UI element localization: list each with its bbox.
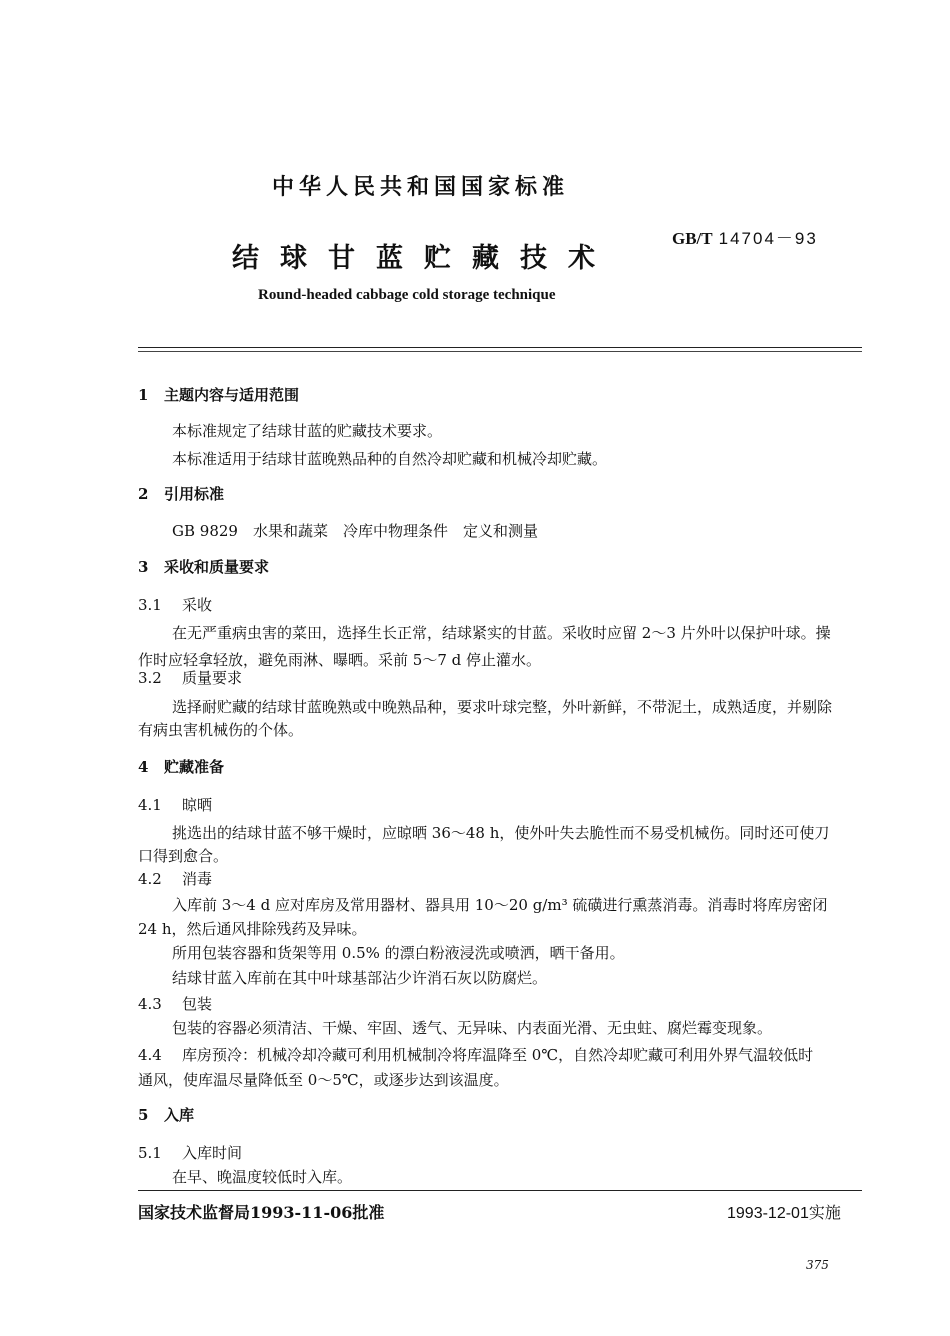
header-divider-thin <box>138 351 862 352</box>
section-title: 采收和质量要求 <box>164 558 270 576</box>
section-number: 3 <box>138 558 149 576</box>
national-standard-heading: 中华人民共和国国家标准 <box>272 174 570 200</box>
subsection-4-2-heading <box>138 868 212 889</box>
header-divider <box>138 347 862 348</box>
footer-divider <box>138 1190 862 1191</box>
subsection-title: 晾晒 <box>182 796 213 814</box>
paragraph: 通风，使库温尽量降低至 0～5℃，或逐步达到该温度。 <box>138 1071 509 1089</box>
subsection-4-4 <box>138 1044 813 1065</box>
paragraph: 作时应轻拿轻放，避免雨淋、曝晒。采前 5～7 d 停止灌水。 <box>138 651 541 669</box>
subsection-4-1-heading <box>138 794 212 815</box>
section-1-heading <box>138 384 299 405</box>
paragraph: 挑选出的结球甘蓝不够干燥时，应晾晒 36～48 h，使外叶失去脆性而不易受机械伤。同时还可使刀 <box>172 824 830 842</box>
section-title: 入库 <box>164 1106 195 1124</box>
subsection-3-1-heading <box>138 594 212 615</box>
subsection-4-3-heading <box>138 993 212 1014</box>
paragraph: 24 h，然后通风排除残药及异味。 <box>138 920 367 938</box>
referenced-standard: GB 9829 水果和蔬菜 冷库中物理条件 定义和测量 <box>172 522 538 540</box>
document-title: 结球甘蓝贮藏技术 <box>232 243 616 274</box>
subsection-number: 5.1 <box>138 1144 162 1162</box>
page-number: 375 <box>806 1258 829 1272</box>
standard-code <box>672 224 818 249</box>
section-title: 贮藏准备 <box>164 758 225 776</box>
document-title-english: Round-headed cabbage cold storage technique <box>258 287 556 303</box>
section-number: 4 <box>138 758 149 776</box>
subsection-number: 4.3 <box>138 995 162 1013</box>
paragraph: 在无严重病虫害的菜田，选择生长正常，结球紧实的甘蓝。采收时应留 2～3 片外叶以保护叶球。操 <box>172 624 831 642</box>
paragraph: 本标准适用于结球甘蓝晚熟品种的自然冷却贮藏和机械冷却贮藏。 <box>172 450 608 468</box>
paragraph: 本标准规定了结球甘蓝的贮藏技术要求。 <box>172 422 443 440</box>
paragraph: 包装的容器必须清洁、干燥、牢固、透气、无异味、内表面光滑、无虫蛀、腐烂霉变现象。 <box>172 1019 773 1037</box>
subsection-number: 3.2 <box>138 669 162 687</box>
section-number: 2 <box>138 485 149 503</box>
subsection-number: 3.1 <box>138 596 162 614</box>
section-5-heading <box>138 1104 194 1125</box>
paragraph: 所用包装容器和货架等用 0.5% 的漂白粉液浸洗或喷洒，晒干备用。 <box>172 944 625 962</box>
paragraph: 口得到愈合。 <box>138 847 229 865</box>
subsection-title: 入库时间 <box>182 1144 243 1162</box>
paragraph: 在早、晚温度较低时入库。 <box>172 1168 353 1186</box>
subsection-title: 包装 <box>182 995 213 1013</box>
paragraph: 结球甘蓝入库前在其中叶球基部沾少许消石灰以防腐烂。 <box>172 969 548 987</box>
paragraph: 入库前 3～4 d 应对库房及常用器材、器具用 10～20 g/m³ 硫磺进行熏蒸消毒。消毒时将库房密闭 <box>172 896 828 914</box>
subsection-title: 消毒 <box>182 870 213 888</box>
standard-code-prefix: GB/T <box>672 229 713 248</box>
approval-note: 国家技术监督局1993-11-06批准 <box>138 1203 385 1222</box>
paragraph: 有病虫害机械伤的个体。 <box>138 721 304 739</box>
section-number: 5 <box>138 1106 149 1124</box>
section-3-heading <box>138 556 269 577</box>
paragraph: 选择耐贮藏的结球甘蓝晚熟或中晚熟品种，要求叶球完整，外叶新鲜，不带泥土，成熟适度，并剔除 <box>172 698 833 716</box>
section-4-heading <box>138 756 224 777</box>
subsection-title: 采收 <box>182 596 213 614</box>
subsection-5-1-heading <box>138 1142 242 1163</box>
subsection-number: 4.2 <box>138 870 162 888</box>
section-title: 主题内容与适用范围 <box>164 386 300 404</box>
subsection-number: 4.1 <box>138 796 162 814</box>
section-title: 引用标准 <box>164 485 225 503</box>
standard-code-number: 14704－93 <box>718 229 818 248</box>
section-2-heading <box>138 483 224 504</box>
paragraph: 库房预冷：机械冷却冷藏可利用机械制冷将库温降至 0℃，自然冷却贮藏可利用外界气温较低时 <box>182 1046 814 1064</box>
subsection-title: 质量要求 <box>182 669 243 687</box>
section-number: 1 <box>138 386 149 404</box>
subsection-3-2-heading <box>138 667 242 688</box>
subsection-number: 4.4 <box>138 1046 162 1064</box>
implementation-date: 1993-12-01实施 <box>727 1205 841 1222</box>
